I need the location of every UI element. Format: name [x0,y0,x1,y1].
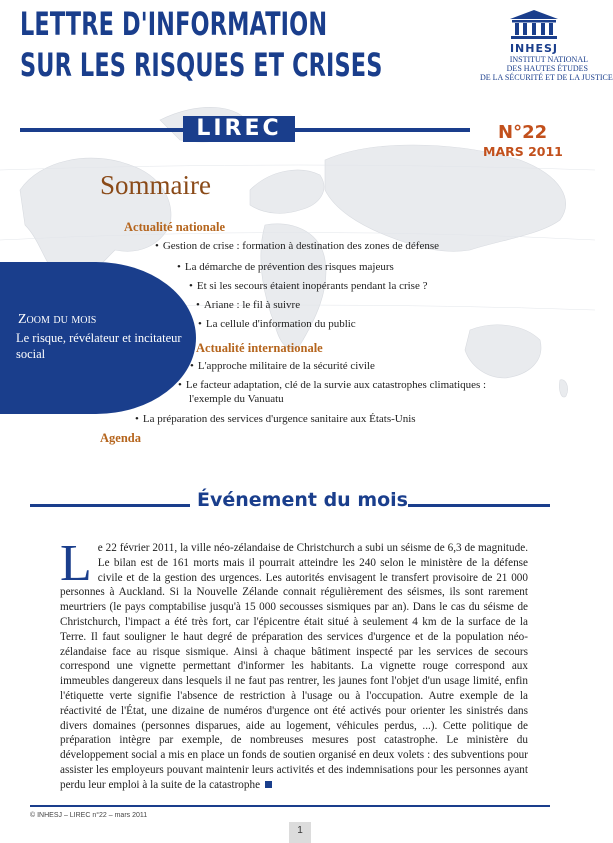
toc-item[interactable]: • La préparation des services d'urgence sanitaire aux États-Unis [135,413,416,425]
drop-cap: L [60,535,92,592]
section-agenda[interactable]: Agenda [100,431,141,445]
sommaire-heading: Sommaire [100,170,211,200]
newsletter-title-line2: SUR LES RISQUES ET CRISES [20,46,383,84]
newsletter-title-line1: LETTRE D'INFORMATION [20,5,328,43]
issue-number: N°22 [498,122,548,143]
event-body: e 22 février 2011, la ville néo-zélandaise de Christchurch a subi un séisme de 6,3 de magnitude. Le bilan est de 161 morts mais il pourrait atteindre les 240 selon le ministère de la défense civile et de la gestion des urgences. Les autorités envisagent le transfert provisoire de 21 000 personnes à Auckland. Si la Nouvelle Zélande connait régulièrement des séismes, ils sont rarement meurtriers (le pays comptabilise jusqu'à 15 000 secousses sismiques par an). Dans le cas du séisme de Christchurch, l'impact a été très fort, car l'épicentre était situé à seulement 4 km de la surface de la Terre. Il faut souligner le haut degré de préparation des services d'urgence et de la population néo-zélandaise face au risque sismique. Ainsi à chaque bâtiment inspecté par les services de secours correspond une vignette permettant d'informer les habitants. La vignette rouge correspond aux immeubles dangereux dans lesquels il ne faut pas rentrer, les jaunes font l'objet d'un usage limité, enfin l'étiquette verte signifie l'absence de restriction à l'usage ou à l'occupation. Autre exemple de la réactivité de l'État, une dizaine de numéros d'urgence ont été activés pour orienter les sinistrés dans divers domaines (personnes disparues, aide au logement, véhicules perdus, ...). Cette politique de préparation intègre par exemple, de nombreuses mesures post catastrophe. Le ministère du développement social a mis en place un fonds de soutien organisé en deux volets : des subventions pour assister les employeurs pouvant maintenir leurs activités et des indemnisations pour les personnes ayant perdu leur emploi à la suite de la catastrophe [60,542,528,791]
toc-item[interactable]: • Ariane : le fil à suivre [196,299,301,311]
page-number: 1 [289,822,311,843]
zoom-text: Le risque, révélateur et incitateur social [16,331,182,361]
pillared-building-icon [506,8,562,40]
zoom-du-mois-panel[interactable] [0,262,196,414]
title-rule-right [295,128,470,132]
event-heading: Événement du mois [197,489,408,511]
inhesj-logo [480,8,613,82]
toc-item[interactable]: • L'approche militaire de la sécurité civile [190,360,375,372]
section-actualite-nationale[interactable]: Actualité nationale [124,220,226,234]
event-rule-left [30,504,190,507]
footer-rule [30,805,550,807]
logo-subtitle-1: INSTITUT NATIONAL [509,55,588,64]
toc-item[interactable]: • Et si les secours étaient inopérants pendant la crise ? [189,280,428,292]
zoom-title: Zoom du mois [18,312,97,327]
logo-name: INHESJ [509,42,559,55]
event-rule-right [408,504,550,507]
logo-subtitle-2: DES HAUTES ÉTUDES [506,64,588,73]
end-mark-icon [265,781,272,788]
toc-item[interactable]: • La démarche de prévention des risques majeurs [177,261,394,273]
toc-item[interactable]: • La cellule d'information du public [198,318,356,330]
footer-credit: © INHESJ – LIREC n°22 – mars 2011 [30,812,148,819]
title-rule-left [20,128,183,132]
section-actualite-internationale[interactable]: Actualité internationale [196,341,323,355]
logo-subtitle-3: DE LA SÉCURITÉ ET DE LA JUSTICE [480,73,613,82]
toc-item[interactable]: • Gestion de crise : formation à destination des zones de défense [155,240,439,252]
lirec-label: LIREC [183,116,295,142]
toc-item[interactable]: • Le facteur adaptation, clé de la survie aux catastrophes climatiques : [178,379,487,391]
toc-item-continued[interactable]: l'exemple du Vanuatu [189,393,284,405]
issue-date: MARS 2011 [483,144,563,159]
event-article [60,535,528,793]
